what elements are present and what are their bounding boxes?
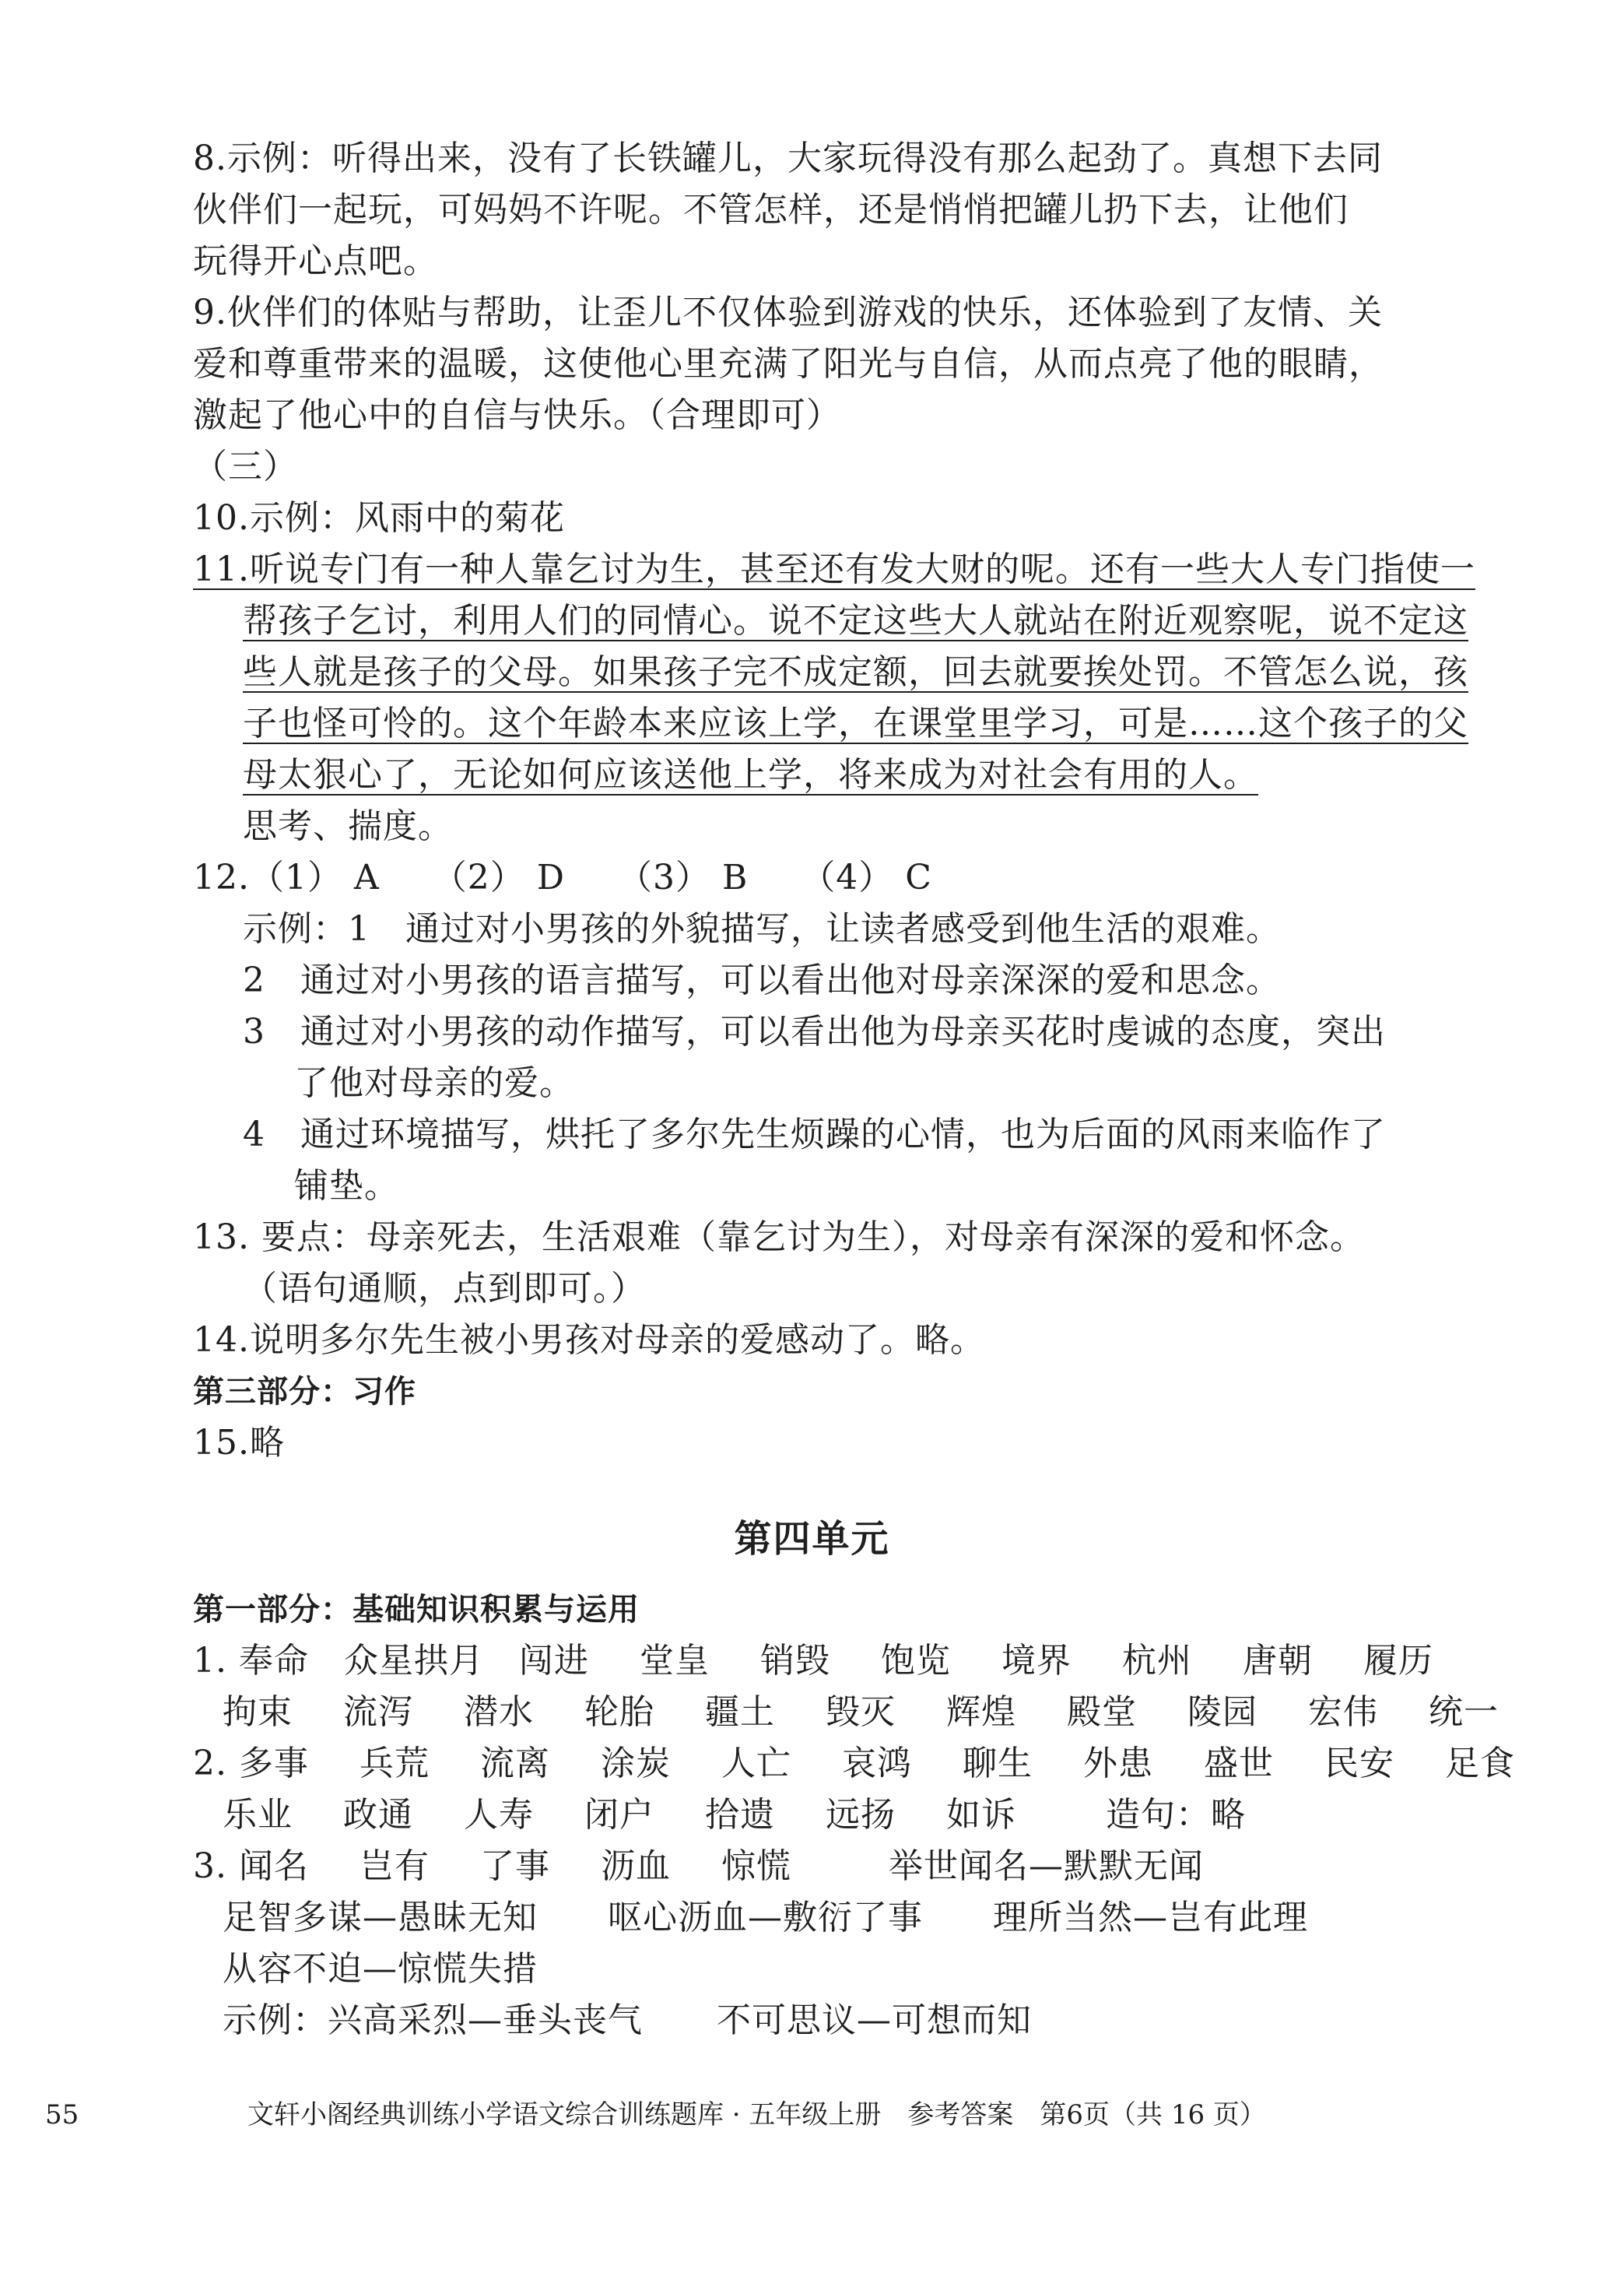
word: 人寿 xyxy=(464,1795,534,1835)
word: 统一 xyxy=(1429,1692,1499,1732)
q11-line-5: 母太狠心了，无论如何应该送他上学，将来成为对社会有用的人。 xyxy=(243,755,1258,795)
word-pair: 理所当然—岂有此理 xyxy=(993,1898,1308,1937)
word: 疆土 xyxy=(705,1692,775,1732)
word: 民安 xyxy=(1324,1744,1394,1783)
word: 杭州 xyxy=(1121,1641,1192,1681)
word: 闭户 xyxy=(584,1795,654,1835)
word: 轮胎 xyxy=(584,1692,654,1732)
u4-q3-row-1 xyxy=(193,1845,1204,1888)
word: 了事 xyxy=(479,1846,550,1886)
word: 辉煌 xyxy=(946,1692,1016,1732)
word: 沥血 xyxy=(600,1846,671,1886)
word: 境界 xyxy=(1001,1641,1072,1681)
u4-q3-row-2 xyxy=(223,1896,1308,1940)
q12-example-3: 3 通过对小男孩的动作描写，可以看出他为母亲买花时虔诚的态度，突出 xyxy=(243,1012,1386,1052)
example-pair: 示例：兴高采烈—垂头丧气 xyxy=(223,2000,643,2040)
word: 陵园 xyxy=(1187,1692,1257,1732)
u4-q1-prefix: 1. xyxy=(193,1641,227,1681)
word: 宏伟 xyxy=(1308,1692,1378,1732)
q11-line-3: 些人就是孩子的父母。如果孩子完不成定额，回去就要挨处罚。不管怎么说，孩 xyxy=(243,652,1468,692)
q14: 14.说明多尔先生被小男孩对母亲的爱感动了。略。 xyxy=(193,1320,985,1360)
word: 如诉 xyxy=(946,1795,1016,1835)
word: 流离 xyxy=(479,1744,550,1783)
q8-line-3: 玩得开心点吧。 xyxy=(193,241,438,281)
q12-example-4-cont: 铺垫。 xyxy=(294,1166,399,1206)
word: 人亡 xyxy=(721,1744,791,1783)
word: 足食 xyxy=(1444,1744,1515,1783)
u4-q2-row-2 xyxy=(223,1793,1246,1837)
u4-q2-prefix: 2. xyxy=(193,1744,227,1783)
q12-example-1: 示例：1 通过对小男孩的外貌描写，让读者感受到他生活的艰难。 xyxy=(243,909,1281,949)
q13-line-2: （语句通顺，点到即可。） xyxy=(243,1269,646,1308)
q9-line-3: 激起了他心中的自信与快乐。（合理即可） xyxy=(193,395,841,435)
word: 岂有 xyxy=(359,1846,430,1886)
q12-example-2: 2 通过对小男孩的语言描写，可以看出他对母亲深深的爱和思念。 xyxy=(243,961,1281,1000)
word: 乐业 xyxy=(223,1795,293,1835)
word: 奉命 xyxy=(238,1641,309,1681)
example-pair: 不可思议—可想而知 xyxy=(717,2000,1032,2040)
q11-tail: 思考、揣度。 xyxy=(243,806,453,846)
q15: 15.略 xyxy=(193,1423,285,1463)
q11-line-2: 帮孩子乞讨，利用人们的同情心。说不定这些大人就站在附近观察呢，说不定这 xyxy=(243,601,1468,641)
word: 堂皇 xyxy=(639,1641,710,1681)
word: 销毁 xyxy=(759,1641,830,1681)
word: 潜水 xyxy=(464,1692,534,1732)
word: 殿堂 xyxy=(1067,1692,1137,1732)
word-pair: 足智多谋—愚昧无知 xyxy=(223,1898,538,1937)
word: 政通 xyxy=(343,1795,413,1835)
word: 众星拱月 xyxy=(343,1641,484,1681)
word: 外患 xyxy=(1082,1744,1153,1783)
word: 拾遗 xyxy=(705,1795,775,1835)
q12-example-3-cont: 了他对母亲的爱。 xyxy=(294,1063,574,1103)
word: 毁灭 xyxy=(826,1692,896,1732)
word: 履历 xyxy=(1363,1641,1433,1681)
q9-line-2: 爱和尊重带来的温暖，这使他心里充满了阳光与自信，从而点亮了他的眼睛， xyxy=(193,344,1384,384)
word: 拘束 xyxy=(223,1692,293,1732)
u4-q3-pair: 举世闻名—默默无闻 xyxy=(888,1846,1204,1886)
u4-q3-prefix: 3. xyxy=(193,1846,227,1886)
word: 多事 xyxy=(238,1744,309,1783)
word: 流泻 xyxy=(343,1692,413,1732)
q9-line-1: 9.伙伴们的体贴与帮助，让歪儿不仅体验到游戏的快乐，还体验到了友情、关 xyxy=(193,293,1383,332)
q10: 10.示例：风雨中的菊花 xyxy=(193,498,565,538)
q12-example-4: 4 通过环境描写，烘托了多尔先生烦躁的心情，也为后面的风雨来临作了 xyxy=(243,1115,1386,1154)
word: 闻名 xyxy=(238,1846,309,1886)
q13-line-1: 13. 要点：母亲死去，生活艰难（靠乞讨为生），对母亲有深深的爱和怀念。 xyxy=(193,1217,1365,1257)
u4-q2-tail: 造句：略 xyxy=(1106,1795,1246,1835)
word: 闯进 xyxy=(518,1641,589,1681)
word: 聊生 xyxy=(962,1744,1033,1783)
page-number: 55 xyxy=(45,2099,79,2130)
u4-q1-row-1 xyxy=(193,1639,1433,1683)
word: 兵荒 xyxy=(359,1744,430,1783)
word: 饱览 xyxy=(880,1641,951,1681)
word: 远扬 xyxy=(826,1795,896,1835)
q11-line-1: 11.听说专门有一种人靠乞讨为生，甚至还有发大财的呢。还有一些大人专门指使一 xyxy=(193,550,1475,589)
u4-q3-row-4 xyxy=(223,1999,1032,2042)
u4-q1-row-2 xyxy=(223,1691,1499,1734)
word: 哀鸿 xyxy=(841,1744,912,1783)
part-three-heading: 第三部分：习作 xyxy=(193,1374,416,1410)
u4-q2-row-1 xyxy=(193,1742,1515,1786)
word: 涂炭 xyxy=(600,1744,671,1783)
q8-line-2: 伙伴们一起玩，可妈妈不许呢。不管怎样，还是悄悄把罐儿扔下去，让他们 xyxy=(193,190,1349,230)
q8-line-1: 8.示例：听得出来，没有了长铁罐儿，大家玩得没有那么起劲了。真想下去同 xyxy=(193,139,1383,178)
unit-title: 第四单元 xyxy=(734,1517,890,1561)
word-pair: 呕心沥血—敷衍了事 xyxy=(608,1898,923,1937)
part-one-heading: 第一部分：基础知识积累与运用 xyxy=(193,1592,640,1628)
word: 惊慌 xyxy=(721,1846,791,1886)
part-three-label: （三） xyxy=(193,447,298,486)
q11-line-4: 子也怪可怜的。这个年龄本来应该上学，在课堂里学习，可是……这个孩子的父 xyxy=(243,704,1468,743)
u4-q3-row-3: 从容不迫—惊慌失措 xyxy=(223,1949,538,1989)
word: 盛世 xyxy=(1203,1744,1274,1783)
q12-answers: 12.（1） A （2） D （3） B （4） C xyxy=(193,858,932,897)
footer-book-title: 文轩小阁经典训练小学语文综合训练题库 · 五年级上册 参考答案 第6页（共 16 页） xyxy=(247,2099,1266,2130)
word: 唐朝 xyxy=(1242,1641,1313,1681)
